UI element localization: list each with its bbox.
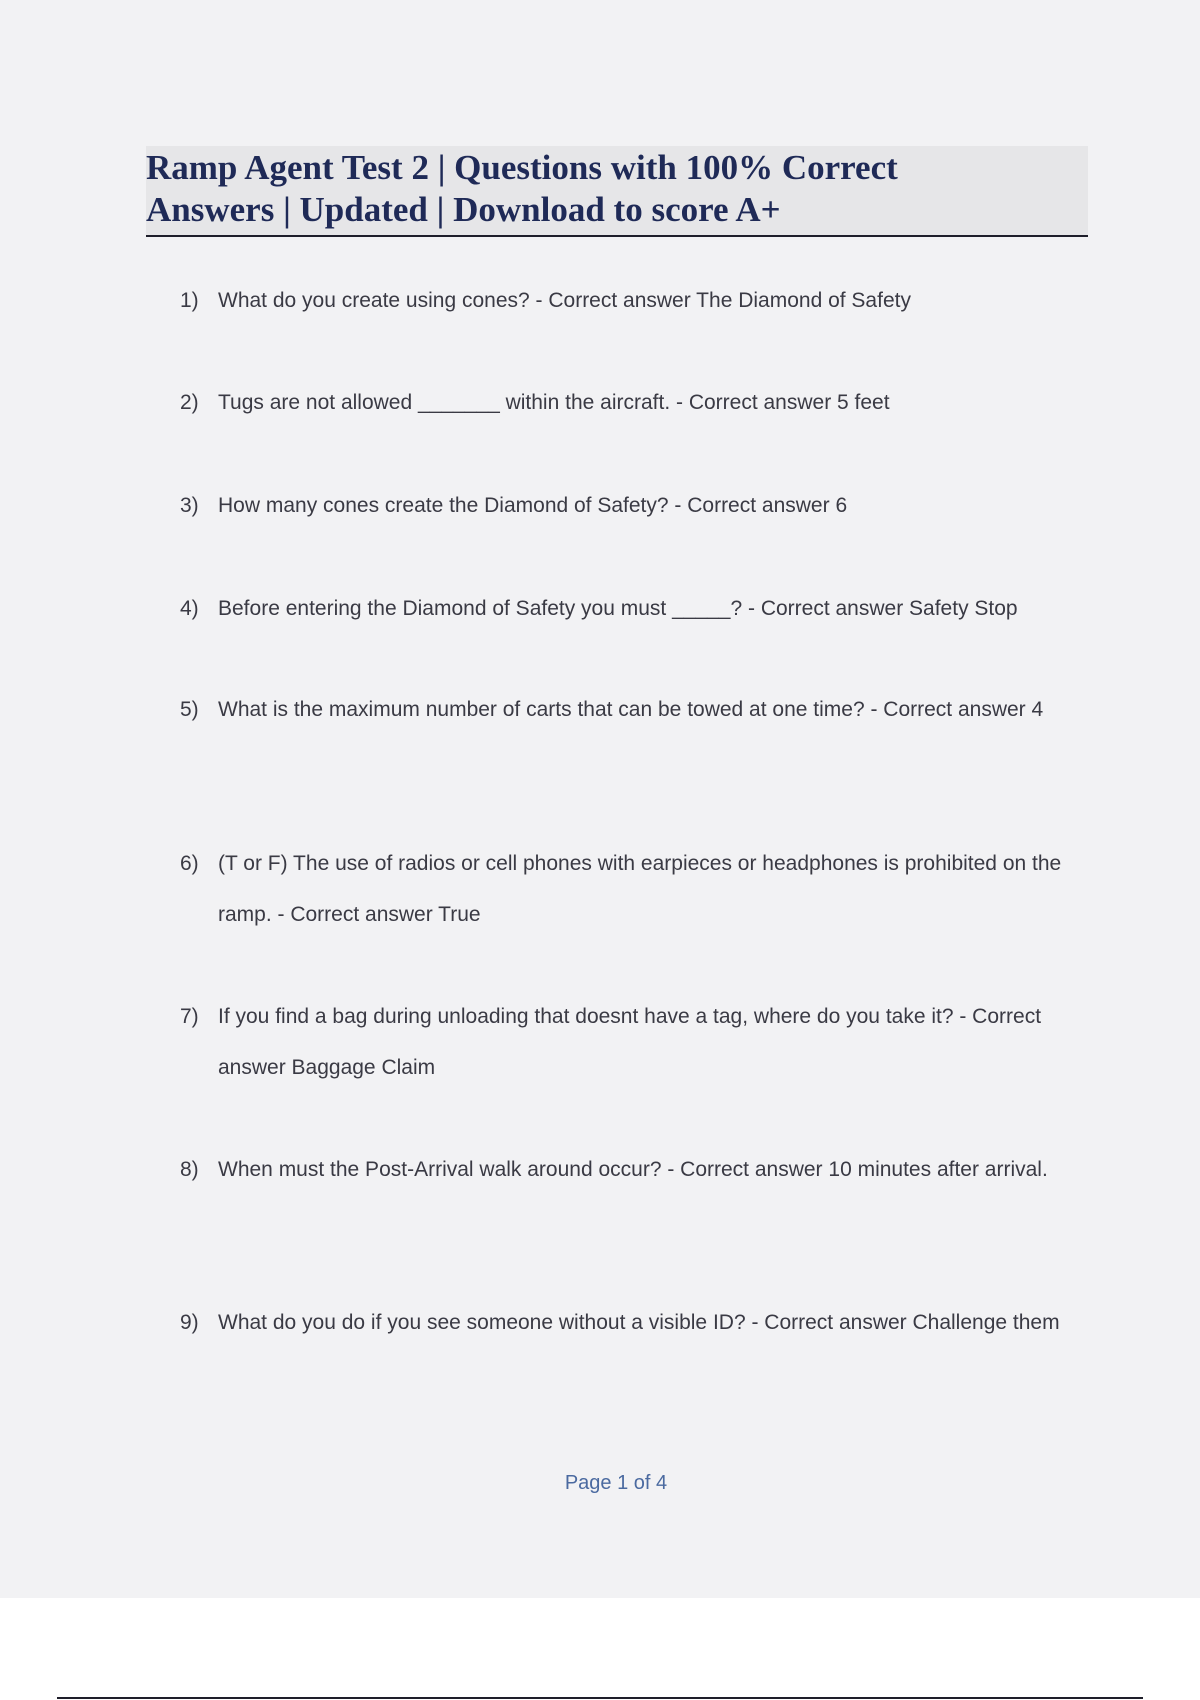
question-number: 5) [180,698,199,721]
question-number: 8) [180,1158,199,1181]
question-number: 6) [180,852,199,875]
question-item [180,1297,1090,1348]
question-text: (T or F) The use of radios or cell phones with earpieces or headphones is prohibited on the ramp. - Correct answer True [218,852,1062,926]
question-number: 2) [180,391,199,414]
question-item [180,583,1090,634]
question-text: Before entering the Diamond of Safety you must _____? - Correct answer Safety Stop [218,597,1018,620]
question-item [180,480,1090,531]
question-text: How many cones create the Diamond of Safety? - Correct answer 6 [218,494,848,517]
question-text: When must the Post-Arrival walk around occur? - Correct answer 10 minutes after arrival. [218,1158,1048,1181]
question-item [180,1144,1090,1195]
question-item [180,838,1090,940]
question-text: Tugs are not allowed _______ within the aircraft. - Correct answer 5 feet [218,391,890,414]
question-item [180,684,1090,735]
document-title: Ramp Agent Test 2 | Questions with 100% Correct Answers | Updated | Download to score A+ [146,148,898,229]
question-text: What do you create using cones? - Correct answer The Diamond of Safety [218,289,911,312]
question-item [180,275,1090,326]
question-item [180,991,1090,1093]
question-number: 9) [180,1311,199,1334]
question-number: 4) [180,597,199,620]
question-item [180,377,1090,428]
page-number: Page 1 of 4 [564,1472,668,1494]
question-number: 1) [180,289,199,312]
question-number: 3) [180,494,199,517]
question-number: 7) [180,1005,199,1028]
question-text: What do you do if you see someone without a visible ID? - Correct answer Challenge them [218,1311,1060,1334]
question-text: What is the maximum number of carts that can be towed at one time? - Correct answer 4 [218,698,1044,721]
bottom-divider [57,1697,1143,1699]
question-text: If you find a bag during unloading that doesnt have a tag, where do you take it? - Correct answer Baggage Claim [218,1005,1042,1079]
